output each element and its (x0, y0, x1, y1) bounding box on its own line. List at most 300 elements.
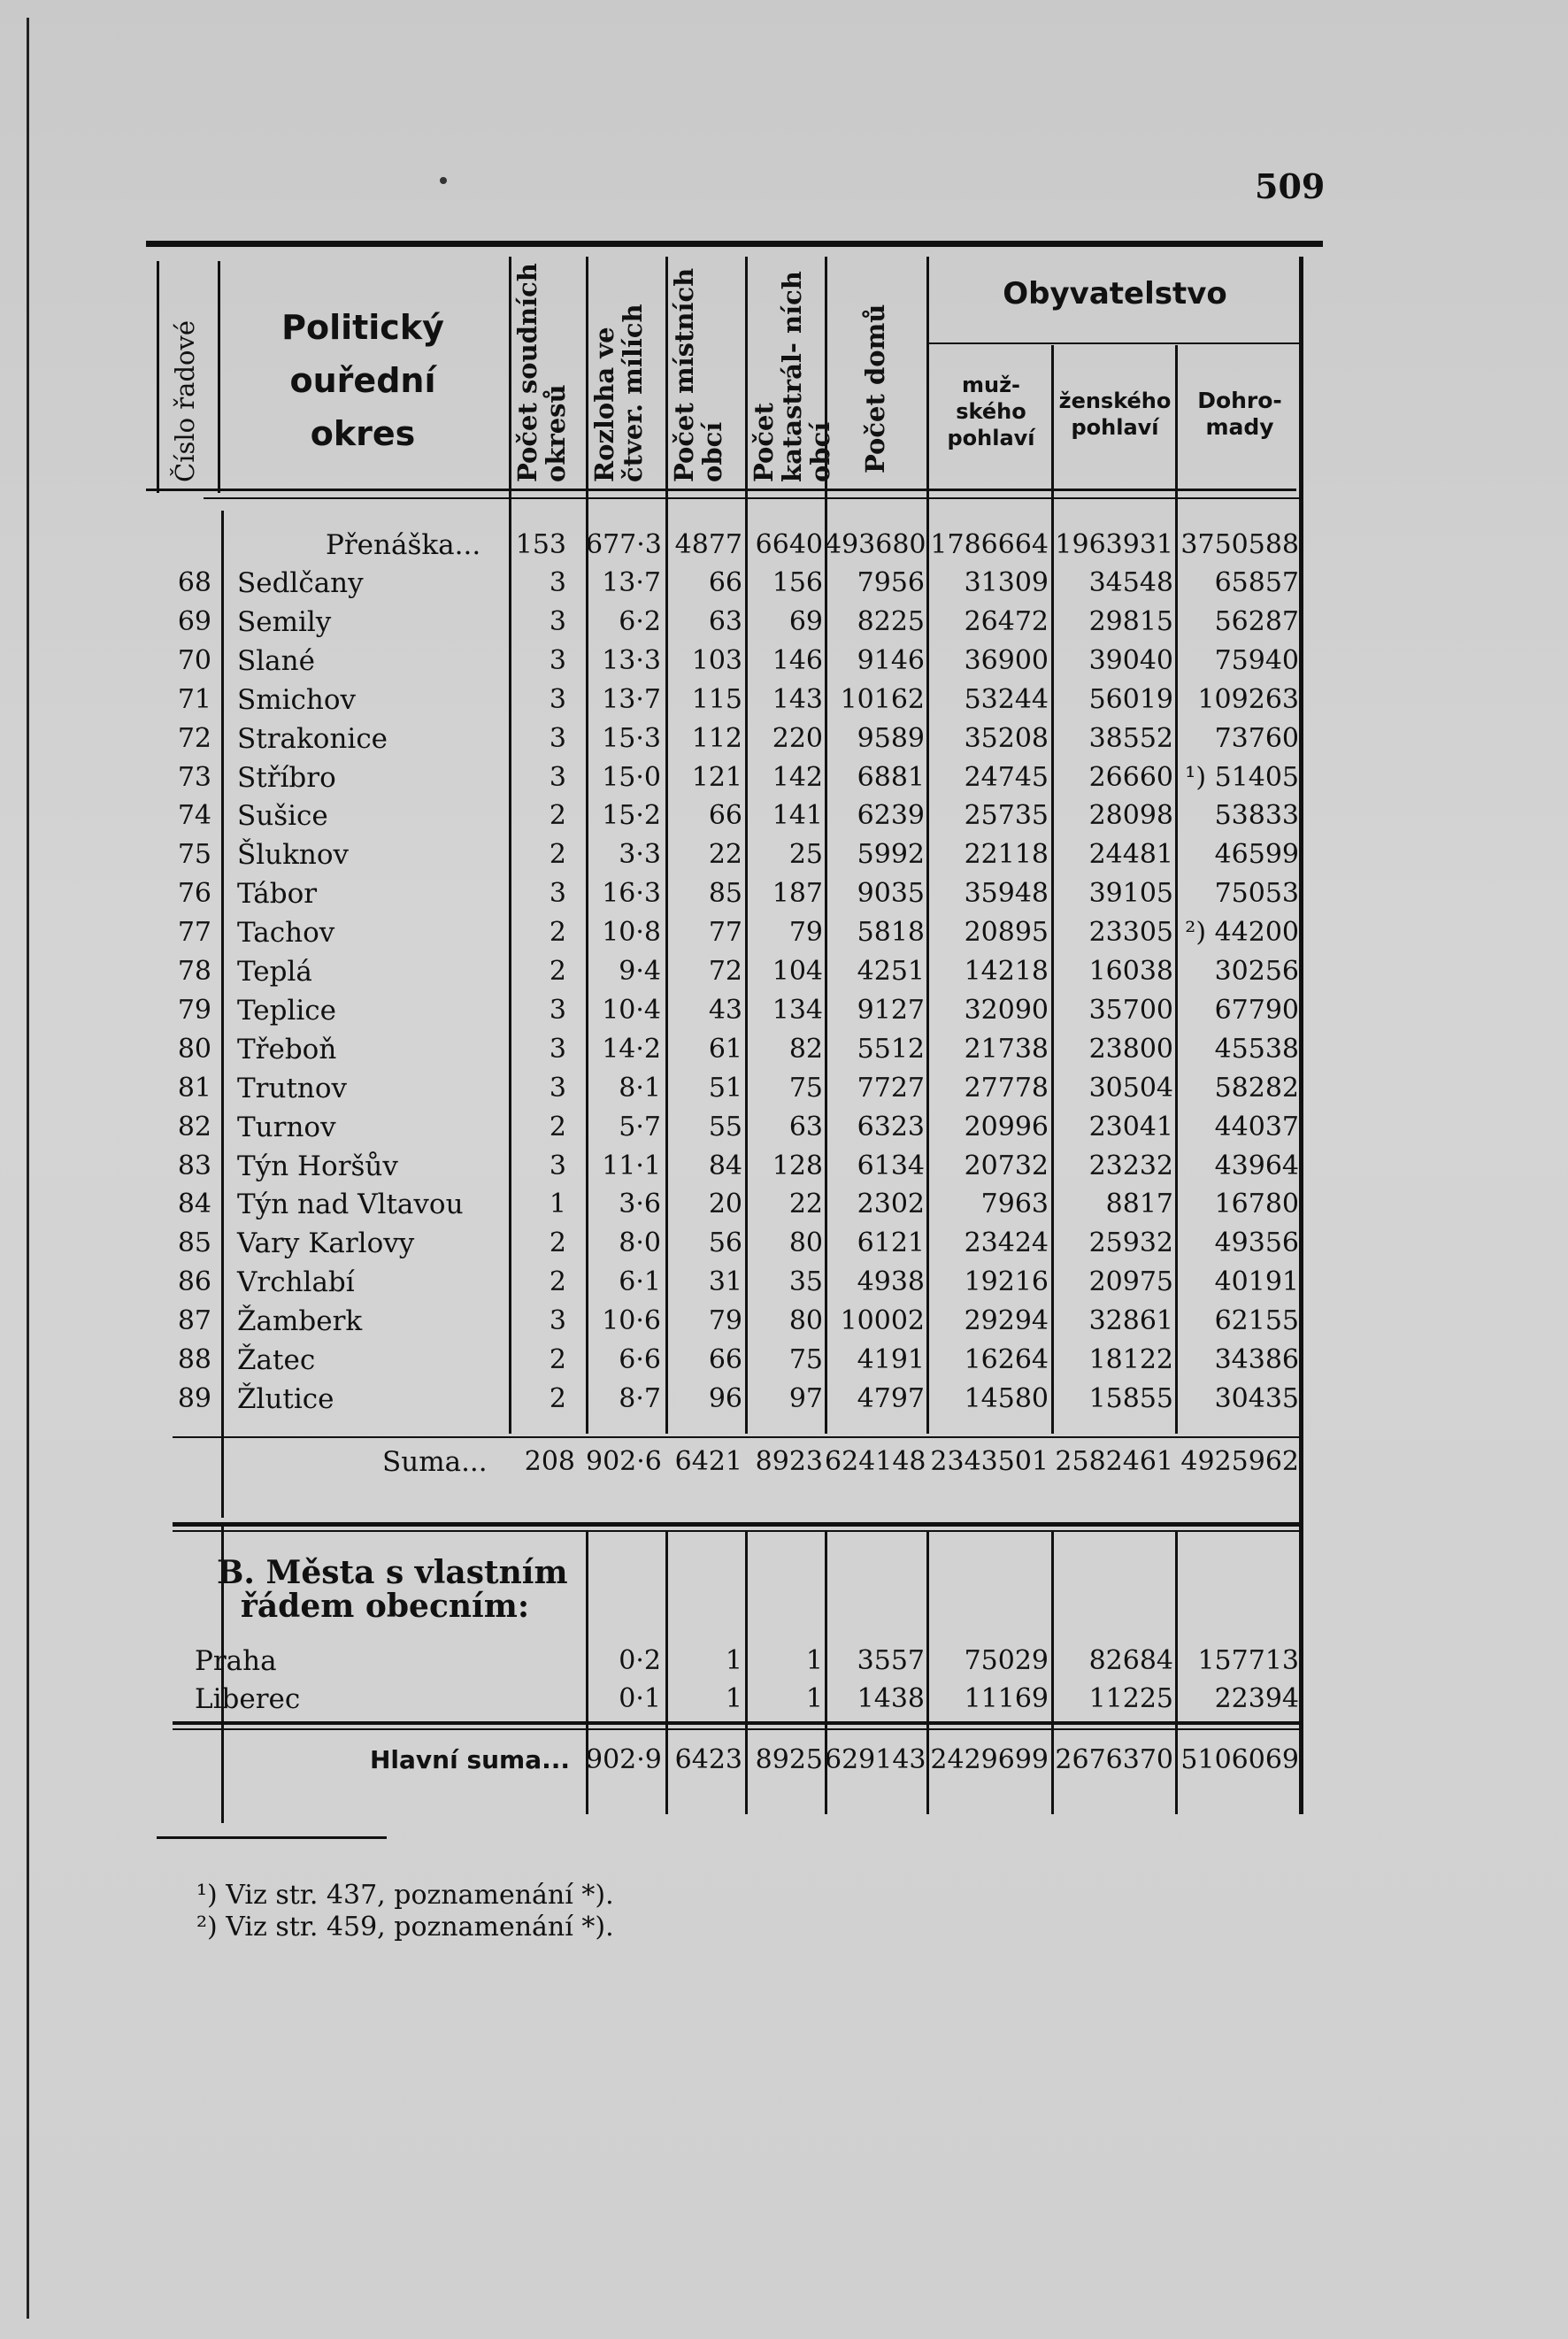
cell-female: 29815 (1088, 605, 1173, 637)
cell-houses: 6239 (857, 800, 925, 832)
cell-cadastral: 142 (772, 761, 823, 793)
cell-cadastral: 141 (772, 800, 823, 832)
cell-houses: 7727 (857, 1072, 925, 1104)
header-male (929, 372, 1053, 451)
cell-female: 35700 (1088, 994, 1173, 1026)
cell-total: 45538 (1214, 1033, 1299, 1065)
sum-female: 2582461 (1055, 1446, 1173, 1477)
sum-rule (173, 1436, 1301, 1438)
sum-label: Suma... (382, 1446, 488, 1478)
cell-female: 24481 (1088, 839, 1173, 871)
cell-female: 25932 (1088, 1227, 1173, 1259)
cell-male: 20732 (964, 1150, 1049, 1181)
section-b-title-line: řádem obecním: (240, 1588, 530, 1625)
grand-total-places: 6423 (674, 1744, 742, 1775)
district-name: Slané (237, 644, 315, 677)
cell-female: 28098 (1088, 800, 1173, 832)
district-name: Teplá (237, 956, 312, 988)
cell-female: 18122 (1088, 1344, 1173, 1375)
cell-courts: 3 (549, 644, 566, 676)
carry-over-male: 1786664 (930, 529, 1049, 560)
cell-courts: 2 (549, 1111, 566, 1143)
header-rank: Číslo řadové (170, 319, 200, 482)
col-line (157, 261, 159, 493)
cell-female: 26660 (1088, 761, 1173, 793)
grand-total-label: Hlavní suma... (370, 1745, 571, 1774)
cell-courts: 2 (549, 1382, 566, 1414)
header-male-line: muž- (961, 373, 1021, 397)
grand-total-total: 5106069 (1180, 1744, 1299, 1775)
cell-no: 71 (177, 683, 211, 715)
cell-area: 11·1 (602, 1150, 661, 1181)
cell-female: 56019 (1088, 683, 1173, 715)
cell-places: 112 (691, 722, 742, 754)
cell-female: 23232 (1088, 1150, 1173, 1181)
district-name: Šluknov (237, 839, 350, 872)
cell-places: 84 (708, 1150, 742, 1181)
sum-male: 2343501 (930, 1446, 1049, 1477)
district-name: Teplice (237, 994, 336, 1027)
cell-area: 15·2 (602, 800, 661, 832)
district-name: Žlutice (237, 1382, 334, 1415)
district-name: Smichov (237, 683, 357, 716)
city-cell-houses: 3557 (857, 1645, 925, 1676)
city-name: Praha (195, 1645, 277, 1677)
cell-total: ²) 44200 (1185, 917, 1299, 949)
cell-male: 16264 (964, 1344, 1049, 1375)
cell-area: 6·1 (619, 1266, 661, 1298)
cell-courts: 3 (549, 722, 566, 754)
carry-over-label: Přenáška... (326, 529, 481, 561)
cell-female: 34548 (1088, 567, 1173, 598)
district-name: Tachov (237, 917, 335, 950)
cell-area: 10·8 (602, 917, 661, 949)
cell-total: 16780 (1214, 1189, 1299, 1220)
cell-area: 14·2 (602, 1033, 661, 1065)
cell-no: 84 (177, 1189, 211, 1220)
cell-total: ¹) 51405 (1185, 761, 1299, 793)
cell-cadastral: 79 (788, 917, 823, 949)
district-name: Strakonice (237, 722, 388, 755)
cell-courts: 3 (549, 1072, 566, 1104)
district-name: Žatec (237, 1344, 316, 1376)
district-name: Vary Karlovy (237, 1227, 415, 1260)
cell-places: 66 (708, 567, 742, 598)
cell-cadastral: 75 (788, 1344, 823, 1375)
cell-area: 8·7 (619, 1382, 661, 1414)
cell-area: 8·1 (619, 1072, 661, 1104)
cell-courts: 3 (549, 1305, 566, 1337)
cell-male: 14580 (964, 1382, 1049, 1414)
cell-courts: 3 (549, 761, 566, 793)
cell-male: 20895 (964, 917, 1049, 949)
cell-courts: 3 (549, 605, 566, 637)
cell-no: 68 (177, 567, 211, 598)
header-area: Rozloha ve čtver. mílích (589, 304, 648, 482)
cell-houses: 4797 (857, 1382, 925, 1414)
grand-total-female: 2676370 (1055, 1744, 1173, 1775)
cell-total: 53833 (1214, 800, 1299, 832)
district-name: Týn nad Vltavou (237, 1189, 464, 1221)
cell-area: 10·4 (602, 994, 661, 1026)
cell-cadastral: 80 (788, 1305, 823, 1337)
sum-cadastral: 8923 (755, 1446, 823, 1477)
cell-houses: 4191 (857, 1344, 925, 1375)
cell-female: 20975 (1088, 1266, 1173, 1298)
cell-places: 56 (708, 1227, 742, 1259)
cell-no: 76 (177, 878, 211, 910)
city-cell-total: 22394 (1214, 1683, 1299, 1714)
cell-total: 30435 (1214, 1382, 1299, 1414)
cell-houses: 10002 (840, 1305, 925, 1337)
cell-no: 69 (177, 605, 211, 637)
cell-area: 3·6 (619, 1189, 661, 1220)
cell-female: 16038 (1088, 956, 1173, 987)
cell-cadastral: 187 (772, 878, 823, 910)
cell-places: 55 (708, 1111, 742, 1143)
cell-female: 15855 (1088, 1382, 1173, 1414)
carry-over-houses: 493680 (825, 529, 926, 560)
cell-male: 7963 (980, 1189, 1049, 1220)
cell-houses: 5818 (857, 917, 925, 949)
cell-houses: 2302 (857, 1189, 925, 1220)
cell-total: 44037 (1214, 1111, 1299, 1143)
city-cell-female: 11225 (1088, 1683, 1173, 1714)
carry-over-total: 3750588 (1180, 529, 1299, 560)
cell-places: 96 (708, 1382, 742, 1414)
cell-courts: 1 (549, 1189, 566, 1220)
cell-houses: 6121 (857, 1227, 925, 1259)
city-cell-area: 0·1 (619, 1683, 661, 1714)
cell-houses: 5512 (857, 1033, 925, 1065)
cell-houses: 4251 (857, 956, 925, 987)
cell-places: 79 (708, 1305, 742, 1337)
cell-area: 9·4 (619, 956, 661, 987)
grand-total-area: 902·9 (586, 1744, 662, 1775)
cell-houses: 6881 (857, 761, 925, 793)
cell-courts: 3 (549, 1150, 566, 1181)
header-courts: Počet soudních okresů (512, 263, 571, 482)
cell-houses: 9127 (857, 994, 925, 1026)
district-name: Sušice (237, 800, 328, 833)
district-name: Žamberk (237, 1305, 363, 1338)
cell-no: 87 (177, 1305, 211, 1337)
cell-cadastral: 82 (788, 1033, 823, 1065)
cell-area: 15·0 (602, 761, 661, 793)
col-line (218, 261, 220, 493)
cell-no: 78 (177, 956, 211, 987)
header-male-line: pohlaví (947, 426, 1035, 450)
cell-male: 19216 (964, 1266, 1049, 1298)
cell-courts: 2 (549, 1266, 566, 1298)
grand-total-cadastral: 8925 (755, 1744, 823, 1775)
cell-male: 14218 (964, 956, 1049, 987)
city-cell-places: 1 (725, 1683, 742, 1714)
sum-total: 4925962 (1180, 1446, 1299, 1477)
col-line (221, 511, 224, 1518)
cell-places: 31 (708, 1266, 742, 1298)
page-number: 509 (1255, 166, 1326, 206)
city-cell-female: 82684 (1088, 1645, 1173, 1676)
cell-courts: 2 (549, 839, 566, 871)
cell-total: 75940 (1214, 644, 1299, 676)
header-female (1053, 388, 1177, 441)
cell-male: 22118 (964, 839, 1049, 871)
header-male-line: ského (956, 399, 1026, 424)
cell-total: 75053 (1214, 878, 1299, 910)
footnote-rule (157, 1836, 387, 1839)
cell-cadastral: 104 (772, 956, 823, 987)
cell-cadastral: 220 (772, 722, 823, 754)
cell-houses: 6323 (857, 1111, 925, 1143)
district-name: Tábor (237, 878, 318, 911)
cell-places: 20 (708, 1189, 742, 1220)
section-rule (173, 1522, 1301, 1527)
cell-total: 34386 (1214, 1344, 1299, 1375)
header-rule-2 (204, 497, 1301, 499)
cell-cadastral: 134 (772, 994, 823, 1026)
cell-cadastral: 63 (788, 1111, 823, 1143)
cell-male: 26472 (964, 605, 1049, 637)
cell-male: 35208 (964, 722, 1049, 754)
cell-courts: 3 (549, 994, 566, 1026)
cell-no: 86 (177, 1266, 211, 1298)
district-name: Třeboň (237, 1033, 337, 1066)
cell-places: 72 (708, 956, 742, 987)
cell-no: 82 (177, 1111, 211, 1143)
header-cadastral: Počet katastrál- ních obcí (749, 271, 835, 482)
header-places: Počet místních obcí (669, 267, 727, 482)
cell-houses: 5992 (857, 839, 925, 871)
header-female-line: pohlaví (1071, 415, 1159, 440)
cell-total: 30256 (1214, 956, 1299, 987)
cell-area: 13·3 (602, 644, 661, 676)
col-line (1299, 257, 1303, 1814)
footnote-2: ²) Viz str. 459, poznamenání *). (196, 1912, 614, 1943)
cell-male: 29294 (964, 1305, 1049, 1337)
cell-places: 121 (691, 761, 742, 793)
sum-area: 902·6 (586, 1446, 662, 1477)
cell-female: 39105 (1088, 878, 1173, 910)
city-cell-total: 157713 (1197, 1645, 1299, 1676)
cell-total: 40191 (1214, 1266, 1299, 1298)
cell-female: 23041 (1088, 1111, 1173, 1143)
cell-places: 43 (708, 994, 742, 1026)
cell-cadastral: 75 (788, 1072, 823, 1104)
cell-total: 109263 (1197, 683, 1299, 715)
cell-no: 89 (177, 1382, 211, 1414)
cell-area: 5·7 (619, 1111, 661, 1143)
cell-places: 61 (708, 1033, 742, 1065)
cell-houses: 9589 (857, 722, 925, 754)
cell-female: 23305 (1088, 917, 1173, 949)
cell-no: 75 (177, 839, 211, 871)
cell-area: 3·3 (619, 839, 661, 871)
cell-area: 16·3 (602, 878, 661, 910)
cell-places: 63 (708, 605, 742, 637)
cell-courts: 3 (549, 878, 566, 910)
cell-male: 27778 (964, 1072, 1049, 1104)
cell-no: 85 (177, 1227, 211, 1259)
cell-no: 83 (177, 1150, 211, 1181)
section-b-title (217, 1554, 568, 1625)
district-name: Semily (237, 605, 332, 638)
cell-places: 22 (708, 839, 742, 871)
district-name: Sedlčany (237, 567, 364, 599)
grand-total-male: 2429699 (930, 1744, 1049, 1775)
cell-female: 38552 (1088, 722, 1173, 754)
cell-cadastral: 22 (788, 1189, 823, 1220)
city-name: Liberec (195, 1683, 301, 1715)
cell-houses: 7956 (857, 567, 925, 598)
cell-male: 35948 (964, 878, 1049, 910)
cell-male: 31309 (964, 567, 1049, 598)
cell-places: 66 (708, 1344, 742, 1375)
header-district (230, 301, 496, 460)
header-rule (146, 489, 1296, 491)
cell-places: 66 (708, 800, 742, 832)
cell-total: 58282 (1214, 1072, 1299, 1104)
city-cell-cadastral: 1 (805, 1645, 823, 1676)
district-name: Vrchlabí (237, 1266, 355, 1299)
cell-male: 25735 (964, 800, 1049, 832)
cell-area: 13·7 (602, 567, 661, 598)
cell-courts: 2 (549, 956, 566, 987)
city-cell-places: 1 (725, 1645, 742, 1676)
sum-courts: 208 (524, 1446, 575, 1477)
cell-no: 88 (177, 1344, 211, 1375)
cell-houses: 9146 (857, 644, 925, 676)
cell-total: 46599 (1214, 839, 1299, 871)
cell-total: 65857 (1214, 567, 1299, 598)
cell-male: 53244 (964, 683, 1049, 715)
cell-total: 62155 (1214, 1305, 1299, 1337)
cell-no: 80 (177, 1033, 211, 1065)
cell-cadastral: 143 (772, 683, 823, 715)
district-name: Trutnov (237, 1072, 348, 1104)
cell-cadastral: 146 (772, 644, 823, 676)
sum-houses: 624148 (825, 1446, 926, 1477)
cell-total: 49356 (1214, 1227, 1299, 1259)
city-cell-houses: 1438 (857, 1683, 925, 1714)
cell-male: 21738 (964, 1033, 1049, 1065)
grand-rule (173, 1721, 1301, 1725)
header-total-line: mady (1205, 414, 1274, 440)
cell-female: 39040 (1088, 644, 1173, 676)
cell-cadastral: 156 (772, 567, 823, 598)
cell-no: 72 (177, 722, 211, 754)
cell-cadastral: 97 (788, 1382, 823, 1414)
grand-rule-2 (173, 1728, 1301, 1730)
carry-over-courts: 153 (515, 529, 566, 560)
header-district-line: Politický (281, 308, 444, 347)
header-houses: Počet domů (860, 304, 890, 473)
cell-places: 85 (708, 878, 742, 910)
cell-no: 81 (177, 1072, 211, 1104)
cell-no: 77 (177, 917, 211, 949)
cell-female: 8817 (1105, 1189, 1173, 1220)
district-name: Týn Horšův (237, 1150, 398, 1182)
cell-courts: 2 (549, 1344, 566, 1375)
cell-cadastral: 80 (788, 1227, 823, 1259)
header-district-line: ouřední (289, 361, 436, 400)
cell-courts: 3 (549, 683, 566, 715)
cell-male: 20996 (964, 1111, 1049, 1143)
carry-over-places: 4877 (674, 529, 742, 560)
cell-no: 70 (177, 644, 211, 676)
cell-area: 8·0 (619, 1227, 661, 1259)
cell-area: 6·2 (619, 605, 661, 637)
grand-total-houses: 629143 (825, 1744, 926, 1775)
city-cell-male: 75029 (964, 1645, 1049, 1676)
cell-cadastral: 35 (788, 1266, 823, 1298)
cell-area: 6·6 (619, 1344, 661, 1375)
city-cell-area: 0·2 (619, 1645, 661, 1676)
cell-houses: 6134 (857, 1150, 925, 1181)
carry-over-area: 677·3 (586, 529, 662, 560)
cell-male: 23424 (964, 1227, 1049, 1259)
pop-sub-rule (927, 342, 1299, 344)
district-name: Stříbro (237, 761, 336, 794)
cell-courts: 3 (549, 567, 566, 598)
section-rule-2 (173, 1530, 1301, 1532)
cell-male: 24745 (964, 761, 1049, 793)
header-district-line: okres (310, 414, 416, 453)
city-cell-male: 11169 (964, 1683, 1049, 1714)
top-rule (146, 241, 1323, 247)
section-b-title-line: B. Města s vlastním (217, 1554, 568, 1591)
cell-houses: 10162 (840, 683, 925, 715)
cell-no: 79 (177, 994, 211, 1026)
cell-courts: 2 (549, 917, 566, 949)
cell-places: 77 (708, 917, 742, 949)
cell-female: 32861 (1088, 1305, 1173, 1337)
cell-places: 103 (691, 644, 742, 676)
cell-male: 36900 (964, 644, 1049, 676)
cell-female: 23800 (1088, 1033, 1173, 1065)
sum-places: 6421 (674, 1446, 742, 1477)
cell-courts: 2 (549, 800, 566, 832)
cell-houses: 4938 (857, 1266, 925, 1298)
footnote-1: ¹) Viz str. 437, poznamenání *). (196, 1880, 614, 1911)
cell-houses: 8225 (857, 605, 925, 637)
header-population: Obyvatelstvo (1003, 276, 1227, 312)
cell-no: 73 (177, 761, 211, 793)
cell-female: 30504 (1088, 1072, 1173, 1104)
cell-male: 32090 (964, 994, 1049, 1026)
cell-cadastral: 128 (772, 1150, 823, 1181)
header-female-line: ženského (1058, 389, 1172, 413)
district-name: Turnov (237, 1111, 336, 1143)
cell-courts: 3 (549, 1033, 566, 1065)
cell-cadastral: 25 (788, 839, 823, 871)
cell-total: 56287 (1214, 605, 1299, 637)
cell-places: 51 (708, 1072, 742, 1104)
header-total (1178, 388, 1302, 441)
cell-total: 43964 (1214, 1150, 1299, 1181)
cell-area: 15·3 (602, 722, 661, 754)
carry-over-female: 1963931 (1055, 529, 1173, 560)
carry-over-cadastral: 6640 (755, 529, 823, 560)
cell-houses: 9035 (857, 878, 925, 910)
cell-total: 73760 (1214, 722, 1299, 754)
header-total-line: Dohro- (1197, 388, 1282, 413)
cell-no: 74 (177, 800, 211, 832)
cell-area: 13·7 (602, 683, 661, 715)
cell-courts: 2 (549, 1227, 566, 1259)
cell-places: 115 (691, 683, 742, 715)
cell-area: 10·6 (602, 1305, 661, 1337)
